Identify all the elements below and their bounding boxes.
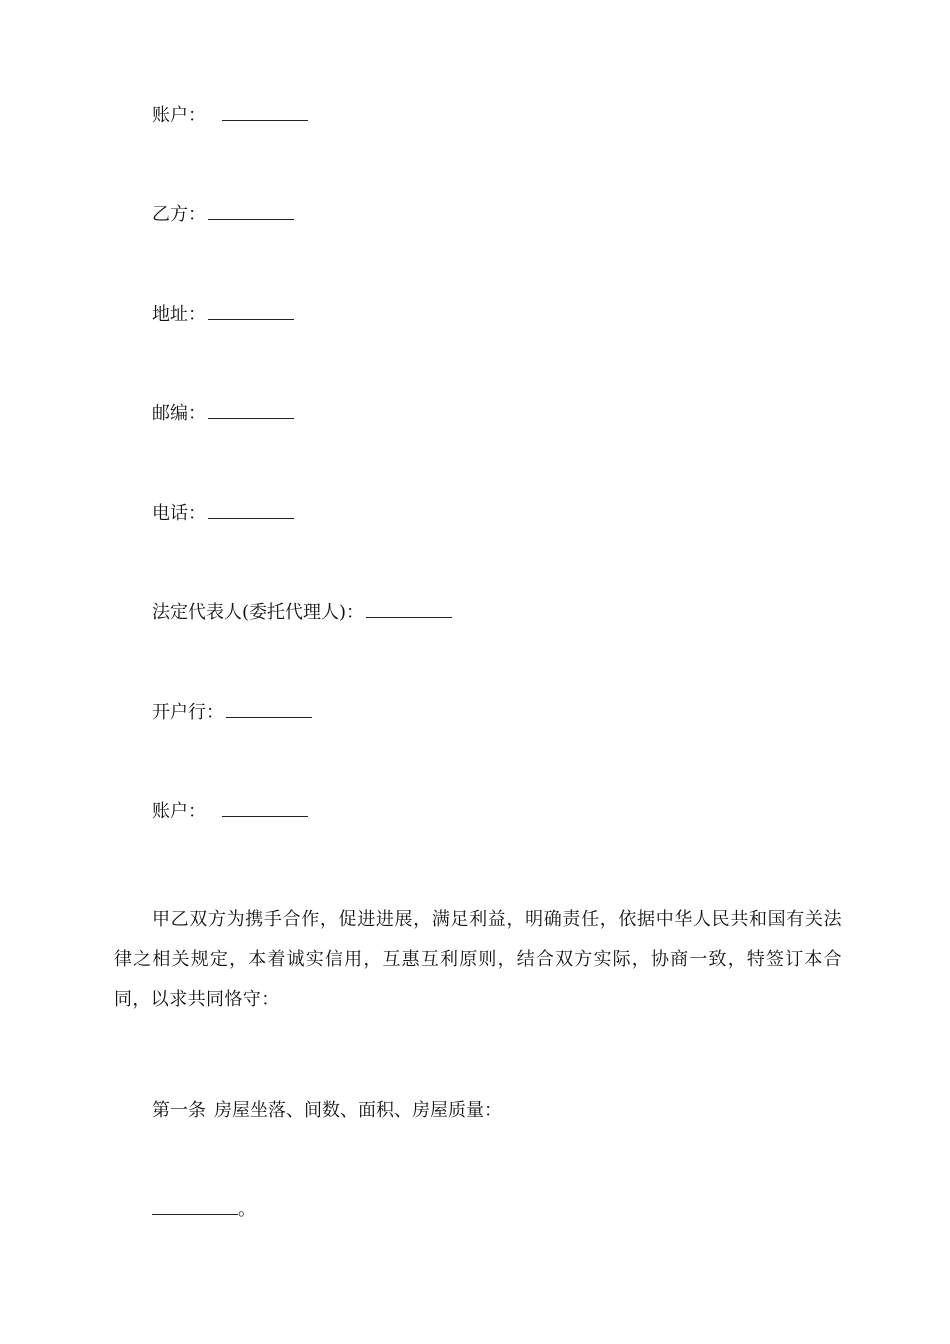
- field-label: 账户：: [152, 801, 206, 822]
- fill-blank[interactable]: [152, 1199, 238, 1215]
- fill-blank[interactable]: [208, 304, 294, 320]
- field-label: 电话：: [152, 503, 206, 524]
- field-label: 账户：: [152, 105, 206, 126]
- field-account-b: [152, 800, 308, 824]
- field-phone: [152, 502, 294, 526]
- field-label: 地址：: [152, 304, 206, 325]
- article-number: 第一条: [152, 1100, 206, 1121]
- field-legal-representative: [152, 601, 452, 625]
- fill-blank[interactable]: [226, 702, 312, 718]
- article-1-heading: [152, 1099, 502, 1123]
- intro-paragraph: 甲乙双方为携手合作，促进进展，满足利益，明确责任，依据中华人民共和国有关法律之相关规定，本着诚实信用，互惠互利原则，结合双方实际，协商一致，特签订本合同，以求共同恪守：: [114, 909, 842, 1010]
- fill-blank[interactable]: [366, 602, 452, 618]
- field-label: 开户行：: [152, 702, 224, 723]
- fill-suffix: 。: [238, 1199, 256, 1220]
- field-bank: [152, 701, 312, 725]
- fill-blank[interactable]: [208, 503, 294, 519]
- field-party-b: [152, 203, 294, 227]
- field-label: 乙方：: [152, 204, 206, 225]
- fill-blank[interactable]: [222, 105, 308, 121]
- fill-blank[interactable]: [222, 801, 308, 817]
- field-account-a: [152, 104, 308, 128]
- field-postcode: [152, 402, 294, 426]
- article-1-fill-line: [152, 1198, 256, 1222]
- fill-blank[interactable]: [208, 403, 294, 419]
- field-address: [152, 303, 294, 327]
- article-title: 房屋坐落、间数、面积、房屋质量：: [214, 1100, 502, 1121]
- field-label: 法定代表人(委托代理人)：: [152, 602, 365, 623]
- fill-blank[interactable]: [208, 204, 294, 220]
- field-label: 邮编：: [152, 403, 206, 424]
